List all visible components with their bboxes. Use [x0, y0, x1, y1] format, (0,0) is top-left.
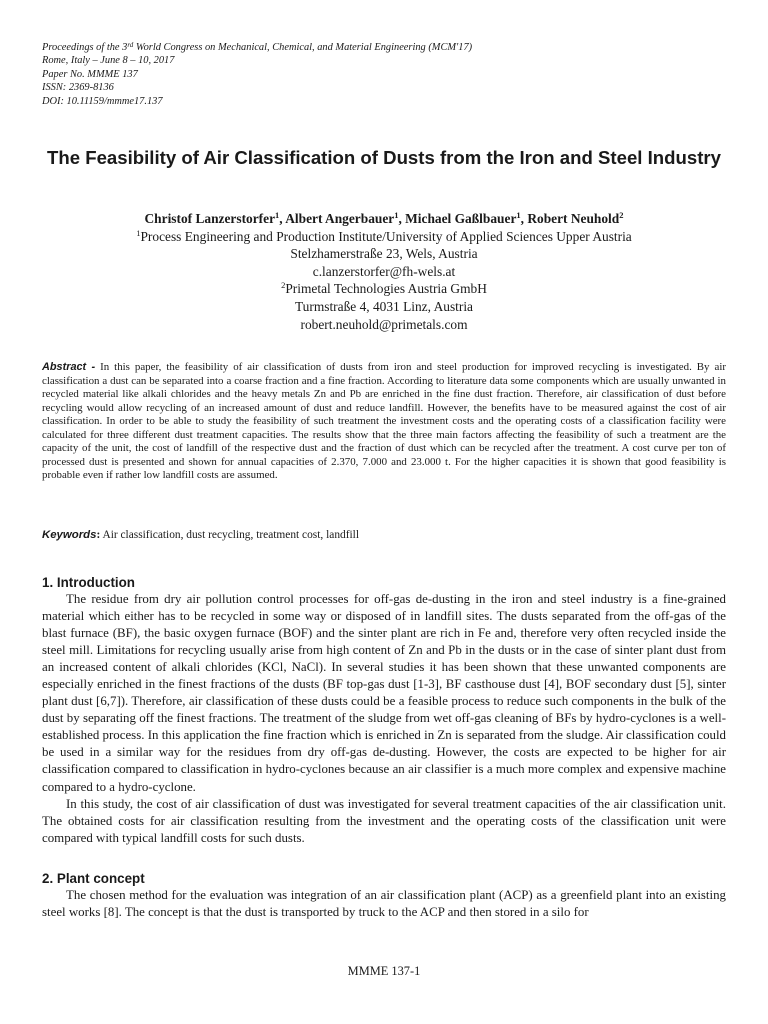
paper-title: The Feasibility of Air Classification of Dusts from the Iron and Steel Industry: [47, 147, 721, 168]
paper-number: Paper No. MMME 137: [42, 68, 138, 80]
abstract-text: In this paper, the feasibility of air classification of dusts from iron and steel production for improved recycling is investigated. By air classification a dust can be separated into a coarse fraction and a fine fraction. According to literature data some components which are usually unwanted in recycled material like alkali chlorides and the heavy metals Zn and Pb are enriched in the fine dust fraction. Therefore, air classification of dust before recycling would allow recycling of an increased amount of dust and reduce landfill. However, the benefits have to be measured against the cost of air classification. In order to be able to study the feasibility of such treatment the investment costs and the operating costs of a classification facility were calculated for three different dust treatment capacities. The results show that the three main factors affecting the feasibility of such a treatment are the capacity of the unit, the cost of landfill of the respective dust and the fraction of dust which can be recycled after the treatment. A cost curve per ton of processed dust is presented and shown for annual capacities of 2.370, 7.000 and 23.000 t. For the higher capacities it is shown that good feasibility is probable even if rather low landfill costs are assumed.: [42, 361, 726, 482]
affiliation-2: $^2$Primetal Technologies Austria GmbH: [281, 280, 487, 297]
page-footer: MMME 137-1: [347, 964, 421, 978]
author-email-2: robert.neuhold@primetals.com: [300, 316, 468, 332]
author-names: Christof Lanzerstorfer$^1$, Albert Angerbauer$^1$, Michael Gaßlbauer$^1$, Robert Neuhold$^2$: [144, 210, 624, 226]
paragraph: The residue from dry air pollution control processes for off-gas de-dusting in the iron and steel industry is a fine-grained material which either has to be recycled in some way or disposed of in landfill sites. The dusts separated from the off-gas of the blast furnace (BF), the basic oxygen furnace (BOF) and the sinter plant are rich in Fe and, therefore very often recycled inside the steel mill. Limitations for recycling usually arise from high content of Zn and Pb in the dusts or in the case of sinter plant dust from an increased content of alkali chlorides (KCl, NaCl). In several studies it has been shown that these unwanted components are especially enriched in the finest fractions of the dusts (BF top-gas dust [1-3], BF casthouse dust [4], BOF secondary dust [5], sinter plant dust [6,7]). Therefore, air classification of these dusts could be a feasible process to reduce such components in the bulk of the dust by separating off the finest fractions. The treatment of the sludge from wet off-gas cleaning of BFs by hydro-cyclones is a well-established process. In this application the fine fraction which is enriched in Zn is separated from the sludge. Air classification could be used in a similar way for the residues from dry off-gas de-dusting. However, the costs are expected to be higher for air classification compared to classification in hydro-cyclones because an air classifier is a much more complex and expensive machine compared to a hydro-cyclone.: [42, 592, 726, 794]
proceedings-header: [42, 41, 642, 108]
doi: DOI: 10.11159/mmme17.137: [42, 95, 163, 107]
author-name: Albert Angerbauer: [285, 211, 395, 226]
keywords-text: Air classification, dust recycling, treatment cost, landfill: [102, 529, 359, 541]
paragraph: The chosen method for the evaluation was integration of an air classification plant (ACP) as a greenfield plant into an existing steel works [8]. The concept is that the dust is transported by truck to the ACP and then stored in a silo for: [42, 888, 726, 920]
paragraph: In this study, the cost of air classification of dust was investigated for several treatment capacities of the air classification unit. The obtained costs for air classification resulting from the investment and the operating costs of the classification unit were compared with typical landfill costs for such dusts.: [42, 796, 726, 845]
conference-location: Rome, Italy – June 8 – 10, 2017: [42, 55, 175, 67]
affiliation-1: $^1$Process Engineering and Production Institute/University of Applied Sciences Upper Austria: [136, 227, 632, 244]
section-body-plant-concept: [42, 887, 726, 921]
affiliation-1-address: Stelzhamerstraße 23, Wels, Austria: [290, 246, 478, 262]
author-name: Michael Gaßlbauer: [405, 211, 517, 226]
author-name: Christof Lanzerstorfer: [144, 211, 276, 226]
keywords: Keywords: Air classification, dust recycling, treatment cost, landfill: [42, 529, 359, 541]
affiliation-2-address: Turmstraße 4, 4031 Linz, Austria: [294, 298, 474, 314]
issn: ISSN: 2369-8136: [42, 82, 114, 94]
section-body-introduction: [42, 591, 726, 847]
section-heading-plant-concept: 2. Plant concept: [42, 871, 145, 886]
author-email-1: c.lanzerstorfer@fh-wels.at: [312, 263, 456, 279]
proceedings-line: Proceedings of the 3rd World Congress on Mechanical, Chemical, and Material Engineering (MCM'17): [42, 41, 473, 53]
author-block: [42, 210, 726, 333]
section-heading-introduction: 1. Introduction: [42, 575, 135, 590]
abstract: [42, 361, 726, 483]
author-name: Robert Neuhold: [527, 211, 620, 226]
keywords-label: Keywords: [42, 529, 97, 541]
abstract-label: Abstract -: [42, 361, 96, 373]
